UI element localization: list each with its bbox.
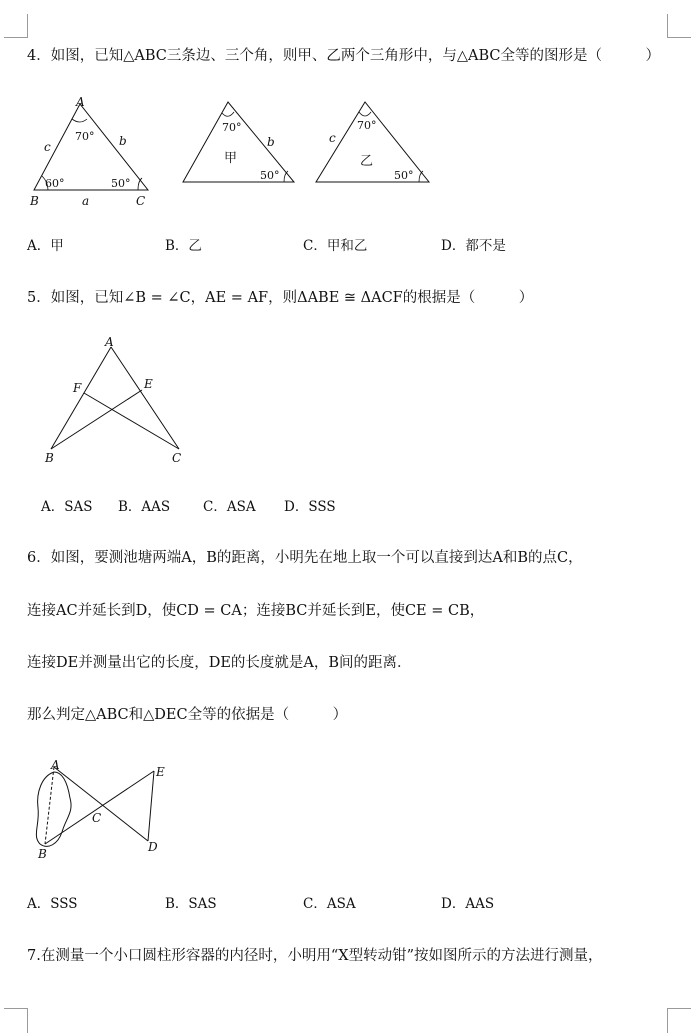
corner-mark-bottom-right-v [667, 1008, 668, 1033]
angle-arc-a [72, 119, 87, 122]
pond-outline [36, 772, 71, 846]
label-point-e: E [156, 765, 165, 779]
label-side-b: b [119, 134, 127, 148]
label-angle-a: 70° [75, 130, 95, 143]
corner-mark-top-left-v [27, 14, 28, 38]
q7-line-1: 7.在测量一个小口圆柱形容器的内径时，小明用“X型转动钳”按如图所示的方法进行测量， [27, 948, 603, 964]
label-side-c: c [44, 140, 51, 154]
angle-arc-jia-right [284, 171, 288, 182]
q6-figure [28, 758, 178, 868]
label-angle-yi-top: 70° [357, 119, 377, 132]
q6-option-b[interactable]: B．SAS [165, 896, 217, 912]
q6-line-4: 那么判定△ABC和△DEC全等的依据是（ ） [27, 707, 348, 723]
angle-arc-jia-top [222, 112, 234, 116]
q4-option-c[interactable]: C．甲和乙 [303, 238, 368, 254]
label-angle-c: 50° [111, 177, 131, 190]
label-point-a: A [105, 335, 114, 349]
label-point-f: F [73, 381, 82, 395]
segment-cf [84, 393, 179, 449]
corner-mark-top-right-v [667, 14, 668, 38]
label-point-b: B [45, 451, 54, 465]
q4-figure-abc [20, 92, 160, 212]
q6-option-c[interactable]: C．ASA [303, 896, 356, 912]
corner-mark-bottom-right-h [667, 1008, 691, 1009]
label-vertex-c: C [136, 194, 146, 208]
segment-ab-dashed [45, 767, 54, 844]
label-triangle-jia: 甲 [224, 151, 238, 166]
corner-mark-top-right-h [667, 37, 691, 38]
q6-option-a[interactable]: A．SSS [27, 896, 78, 912]
q4-option-b[interactable]: B．乙 [165, 238, 202, 254]
q5-option-a[interactable]: A．SAS [41, 499, 93, 515]
q5-option-b[interactable]: B．AAS [118, 499, 171, 515]
q6-option-d[interactable]: D．AAS [441, 896, 495, 912]
angle-arc-c [138, 178, 142, 190]
q5-figure [42, 335, 192, 470]
label-side-yi-c: c [329, 131, 336, 145]
label-vertex-a: A [76, 95, 85, 109]
label-point-d: D [148, 840, 158, 854]
segment-ac [111, 347, 179, 449]
label-angle-jia-right: 50° [260, 169, 280, 182]
corner-mark-top-left-h [4, 37, 28, 38]
segment-ad [54, 767, 148, 841]
q5-stem: 5．如图，已知∠B = ∠C，AE = AF，则ΔABE ≅ ΔACF的根据是（ ） [27, 290, 534, 306]
label-side-jia-b: b [267, 135, 275, 149]
label-point-e: E [144, 377, 153, 391]
segment-de [148, 771, 154, 841]
q4-option-a[interactable]: A．甲 [27, 238, 64, 254]
segment-ab [51, 347, 111, 449]
q5-option-d[interactable]: D．SSS [284, 499, 336, 515]
label-point-c: C [172, 451, 182, 465]
label-angle-yi-right: 50° [394, 169, 414, 182]
q4-stem: 4．如图，已知△ABC三条边、三个角，则甲、乙两个三角形中，与△ABC全等的图形是（ ） [27, 48, 661, 64]
angle-arc-yi-top [359, 112, 371, 116]
q4-figure-jia [180, 98, 300, 193]
q6-line-2: 连接AC并延长到D，使CD = CA；连接BC并延长到E，使CE = CB， [27, 603, 485, 619]
label-point-c: C [92, 811, 102, 825]
corner-mark-bottom-left-h [4, 1008, 28, 1009]
label-vertex-b: B [30, 194, 39, 208]
label-angle-jia-top: 70° [222, 121, 242, 134]
q4-figure-yi [313, 98, 438, 193]
q4-option-d[interactable]: D．都不是 [441, 238, 506, 254]
q5-option-c[interactable]: C．ASA [203, 499, 256, 515]
label-angle-b: 60° [45, 177, 65, 190]
angle-arc-yi-right [419, 171, 423, 182]
label-side-a: a [82, 194, 90, 208]
label-triangle-yi: 乙 [360, 154, 374, 169]
label-point-b: B [38, 847, 47, 861]
corner-mark-bottom-left-v [27, 1008, 28, 1033]
q6-line-3: 连接DE并测量出它的长度，DE的长度就是A，B间的距离． [27, 655, 412, 671]
label-point-a: A [51, 758, 60, 772]
q6-line-1: 6．如图，要测池塘两端A，B的距离，小明先在地上取一个可以直接到达A和B的点C， [27, 550, 583, 566]
